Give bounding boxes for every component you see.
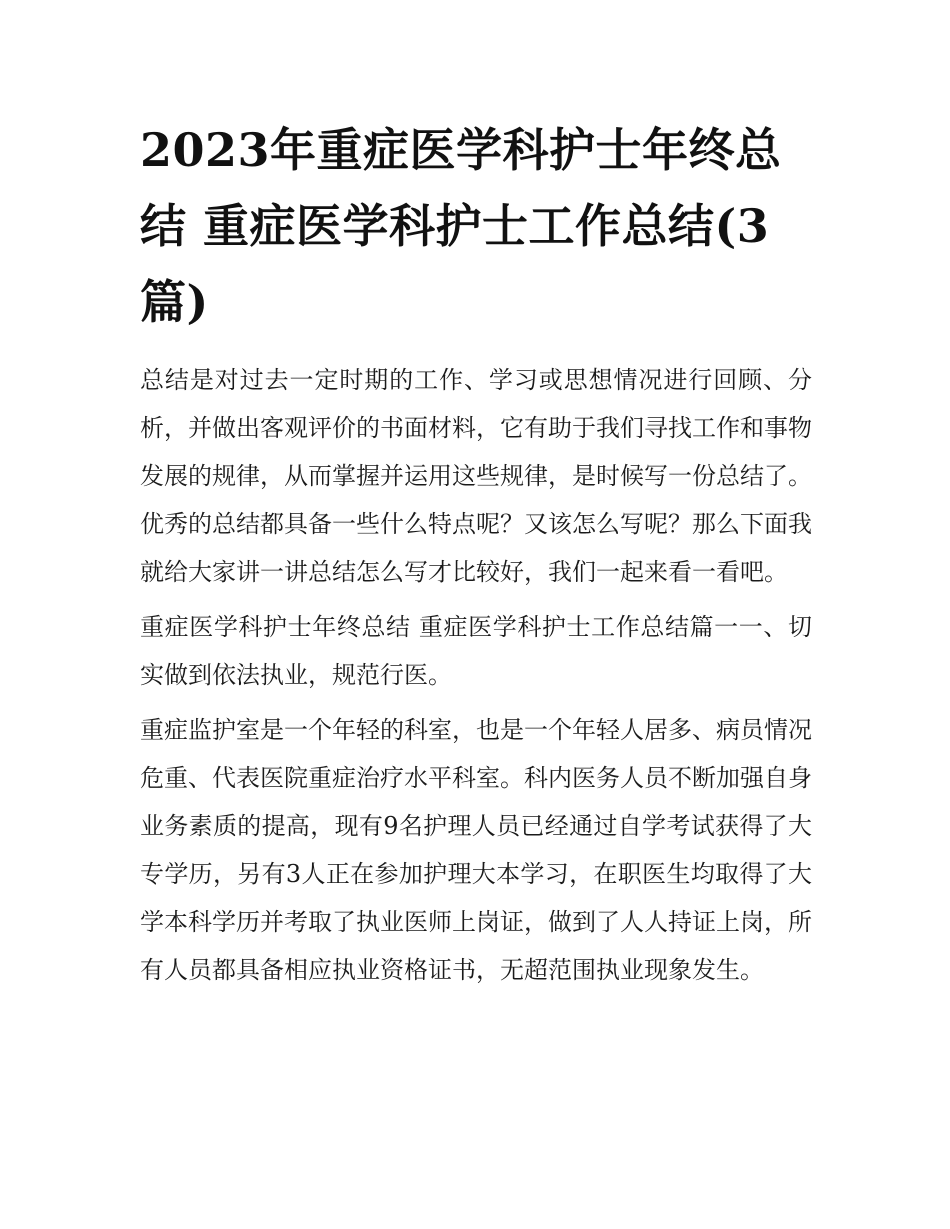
section-heading-paragraph: 重症医学科护士年终总结 重症医学科护士工作总结篇一一、切实做到依法执业，规范行医。 [140, 613, 812, 689]
body-paragraph: 重症监护室是一个年轻的科室，也是一个年轻人居多、病员情况危重、代表医院重症治疗水平科室。科内医务人员不断加强自身业务素质的提高，现有9名护理人员已经通过自学考试获得了大专学历，另有3人正在参加护理大本学习，在职医生均取得了大学本科学历并考取了执业医师上岗证，做到了人人持证上岗，所有人员都具备相应执业资格证书，无超范围执业现象发生。 [140, 716, 812, 984]
intro-paragraph: 总结是对过去一定时期的工作、学习或思想情况进行回顾、分析，并做出客观评价的书面材料，它有助于我们寻找工作和事物发展的规律，从而掌握并运用这些规律，是时候写一份总结了。优秀的总结都具备一些什么特点呢？又该怎么写呢？那么下面我就给大家讲一讲总结怎么写才比较好，我们一起来看一看吧。 [140, 366, 812, 586]
document-title: 2023年重症医学科护士年终总结 重症医学科护士工作总结(3篇) [140, 123, 782, 329]
document-page [140, 112, 812, 1001]
